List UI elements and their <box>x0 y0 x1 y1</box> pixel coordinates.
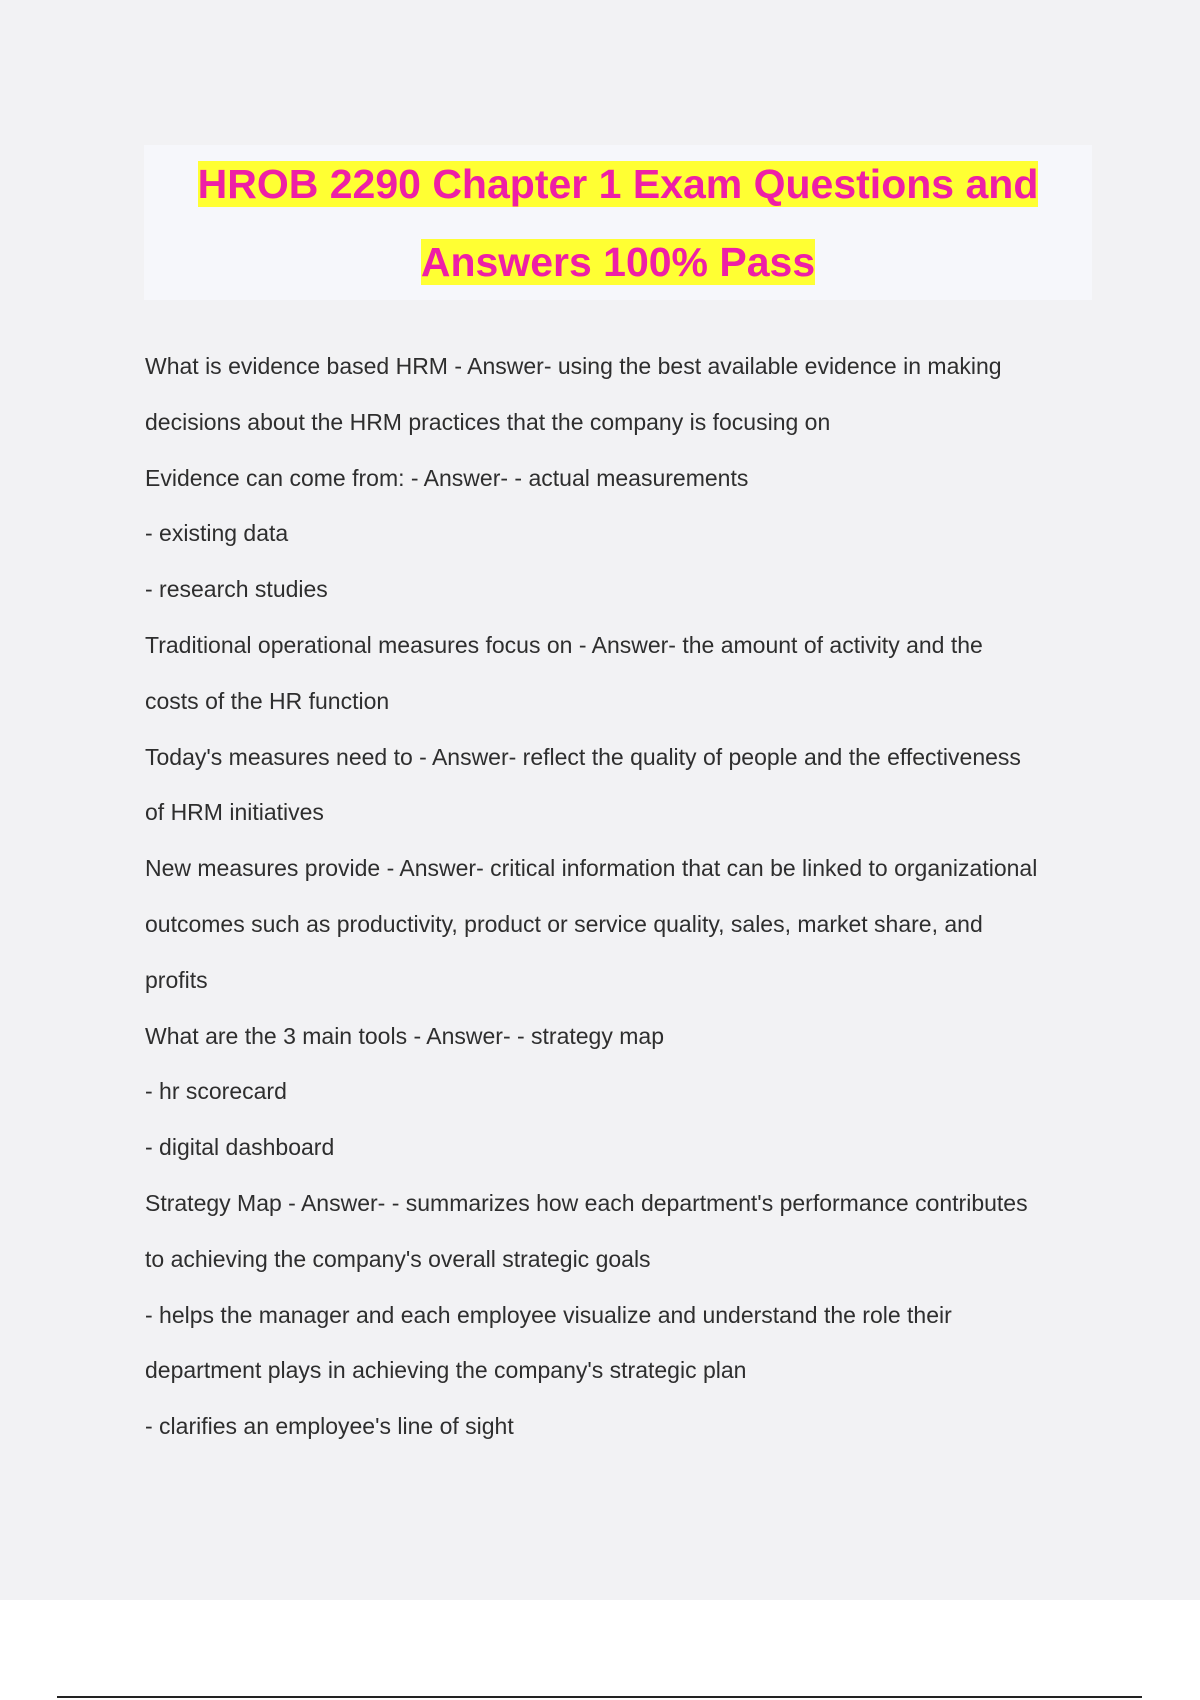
text-line: What are the 3 main tools - Answer- - strategy map <box>145 1022 664 1049</box>
text-line: Strategy Map - Answer- - summarizes how each department's performance contributes <box>145 1189 1028 1216</box>
text-line: - helps the manager and each employee visualize and understand the role their <box>145 1301 952 1328</box>
title-line-2 <box>144 223 1092 301</box>
text-line: decisions about the HRM practices that the company is focusing on <box>145 408 831 435</box>
text-line: Traditional operational measures focus on - Answer- the amount of activity and the <box>145 631 983 658</box>
text-line: New measures provide - Answer- critical information that can be linked to organizational <box>145 855 1038 882</box>
title-line-1 <box>144 145 1092 223</box>
text-line: - research studies <box>145 576 328 603</box>
document-title <box>144 145 1092 300</box>
text-line: department plays in achieving the company's strategic plan <box>145 1357 747 1384</box>
text-line: - hr scorecard <box>145 1078 287 1105</box>
text-line: - clarifies an employee's line of sight <box>145 1413 514 1440</box>
text-line: costs of the HR function <box>145 687 390 714</box>
text-line: to achieving the company's overall strategic goals <box>145 1245 651 1272</box>
text-line: outcomes such as productivity, product or service quality, sales, market share, and <box>145 910 983 937</box>
text-line: profits <box>145 966 208 993</box>
document-body <box>145 339 1105 1455</box>
text-line: - digital dashboard <box>145 1134 335 1161</box>
text-line: - existing data <box>145 520 289 547</box>
title-line-2-text: Answers 100% Pass <box>420 239 816 285</box>
text-line: of HRM initiatives <box>145 799 324 826</box>
title-line-1-text: HROB 2290 Chapter 1 Exam Questions and <box>197 161 1039 207</box>
text-line: What is evidence based HRM - Answer- using the best available evidence in making <box>145 353 1002 379</box>
text-line: Evidence can come from: - Answer- - actual measurements <box>145 464 749 491</box>
text-line: Today's measures need to - Answer- reflect the quality of people and the effectiveness <box>145 743 1021 770</box>
footer-divider <box>57 1696 1142 1698</box>
